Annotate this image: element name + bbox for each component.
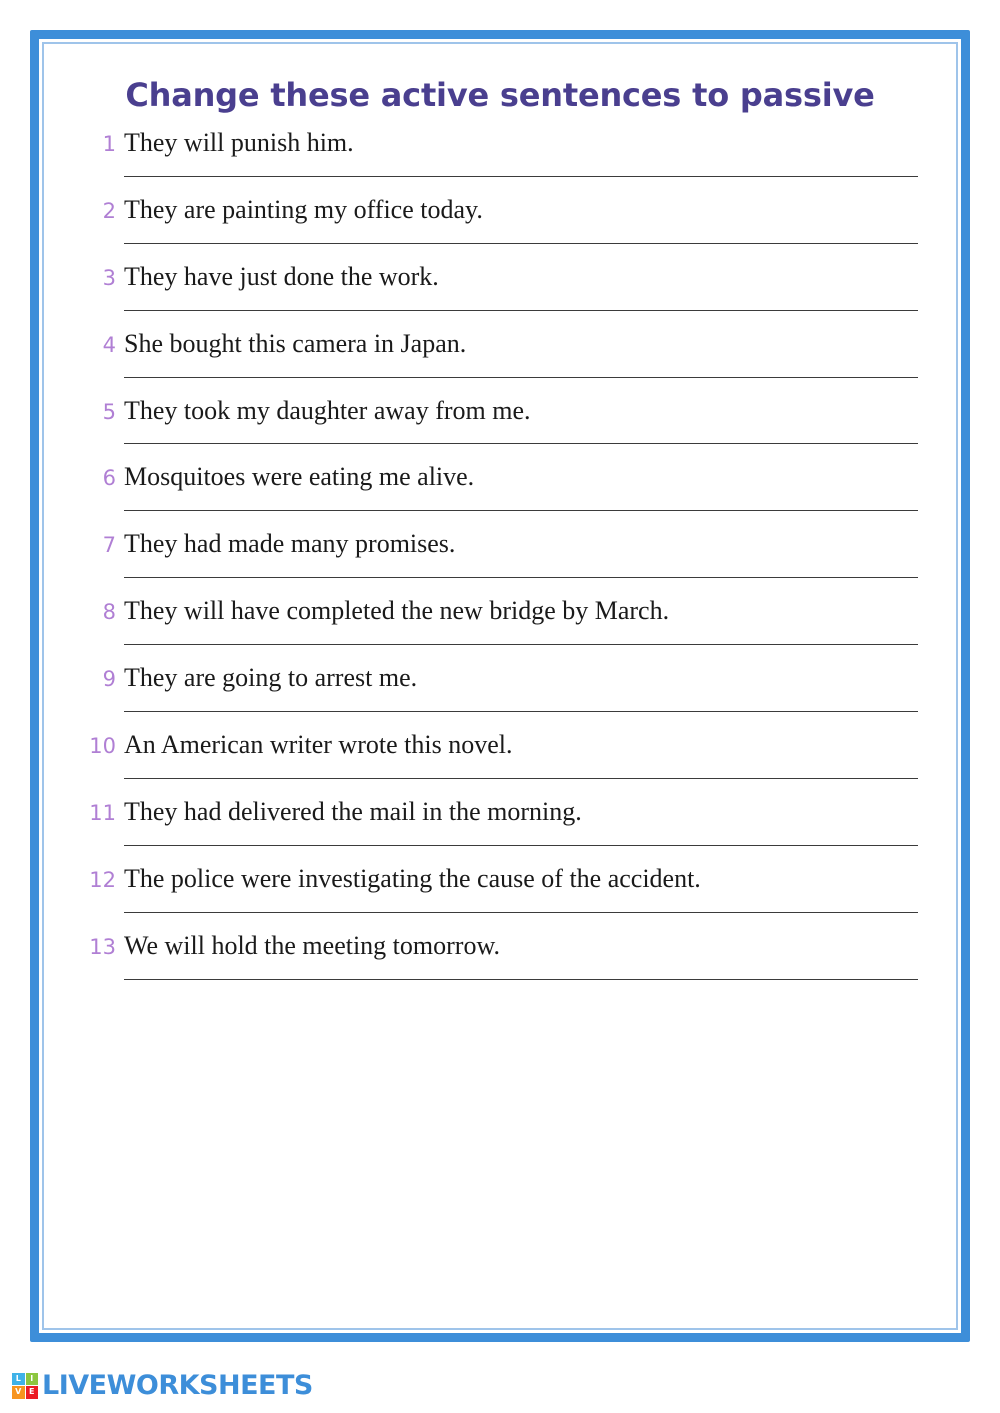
item-number: 5 (102, 399, 116, 424)
liveworksheets-footer (12, 1370, 313, 1401)
list-item (74, 663, 926, 712)
list-item (74, 730, 926, 779)
item-number: 12 (89, 867, 116, 892)
logo-letter-e: E (26, 1386, 39, 1399)
item-number: 3 (102, 265, 116, 290)
item-number: 4 (102, 332, 116, 357)
item-sentence: She bought this camera in Japan. (124, 328, 467, 358)
answer-line[interactable] (124, 377, 918, 378)
list-item (74, 462, 926, 511)
item-number: 2 (102, 198, 116, 223)
answer-line[interactable] (124, 845, 918, 846)
list-item (74, 195, 926, 244)
item-number: 10 (89, 734, 116, 759)
answer-line[interactable] (124, 243, 918, 244)
item-sentence: We will hold the meeting tomorrow. (124, 930, 501, 960)
logo-letter-v: V (12, 1386, 25, 1399)
item-sentence: They had delivered the mail in the morning. (124, 796, 582, 826)
item-number: 11 (89, 800, 116, 825)
worksheet-content (42, 42, 958, 1330)
answer-line[interactable] (124, 979, 918, 980)
item-number: 9 (102, 667, 116, 692)
item-sentence: They will have completed the new bridge by March. (124, 596, 670, 626)
item-sentence: They are going to arrest me. (124, 663, 418, 693)
item-number: 6 (102, 466, 116, 491)
item-sentence: Mosquitoes were eating me alive. (124, 462, 475, 492)
item-sentence: An American writer wrote this novel. (124, 730, 513, 760)
list-item (74, 931, 926, 980)
answer-line[interactable] (124, 310, 918, 311)
item-number: 8 (102, 600, 116, 625)
item-number: 1 (102, 132, 116, 156)
exercise-list (74, 128, 926, 980)
worksheet-frame (30, 30, 970, 1342)
item-sentence: They took my daughter away from me. (124, 395, 531, 425)
page-title: Change these active sentences to passive (125, 76, 875, 114)
answer-line[interactable] (124, 912, 918, 913)
list-item (74, 529, 926, 578)
answer-line[interactable] (124, 711, 918, 712)
list-item (74, 329, 926, 378)
answer-line[interactable] (124, 443, 918, 444)
item-number: 7 (102, 533, 116, 558)
answer-line[interactable] (124, 644, 918, 645)
list-item (74, 396, 926, 445)
logo-letter-l: L (12, 1373, 25, 1386)
list-item (74, 596, 926, 645)
item-sentence: They will punish him. (124, 128, 354, 157)
answer-line[interactable] (124, 176, 918, 177)
brand-name: LIVEWORKSHEETS (42, 1370, 313, 1401)
list-item (74, 128, 926, 177)
list-item (74, 797, 926, 846)
item-sentence: They had made many promises. (124, 529, 456, 559)
list-item (74, 864, 926, 913)
item-sentence: They have just done the work. (124, 261, 439, 291)
answer-line[interactable] (124, 778, 918, 779)
item-sentence: They are painting my office today. (124, 194, 483, 224)
item-sentence: The police were investigating the cause of the accident. (124, 863, 701, 893)
answer-line[interactable] (124, 577, 918, 578)
liveworksheets-logo-icon (12, 1373, 38, 1399)
logo-letter-i: I (26, 1373, 39, 1386)
list-item (74, 262, 926, 311)
item-number: 13 (89, 934, 116, 959)
answer-line[interactable] (124, 510, 918, 511)
